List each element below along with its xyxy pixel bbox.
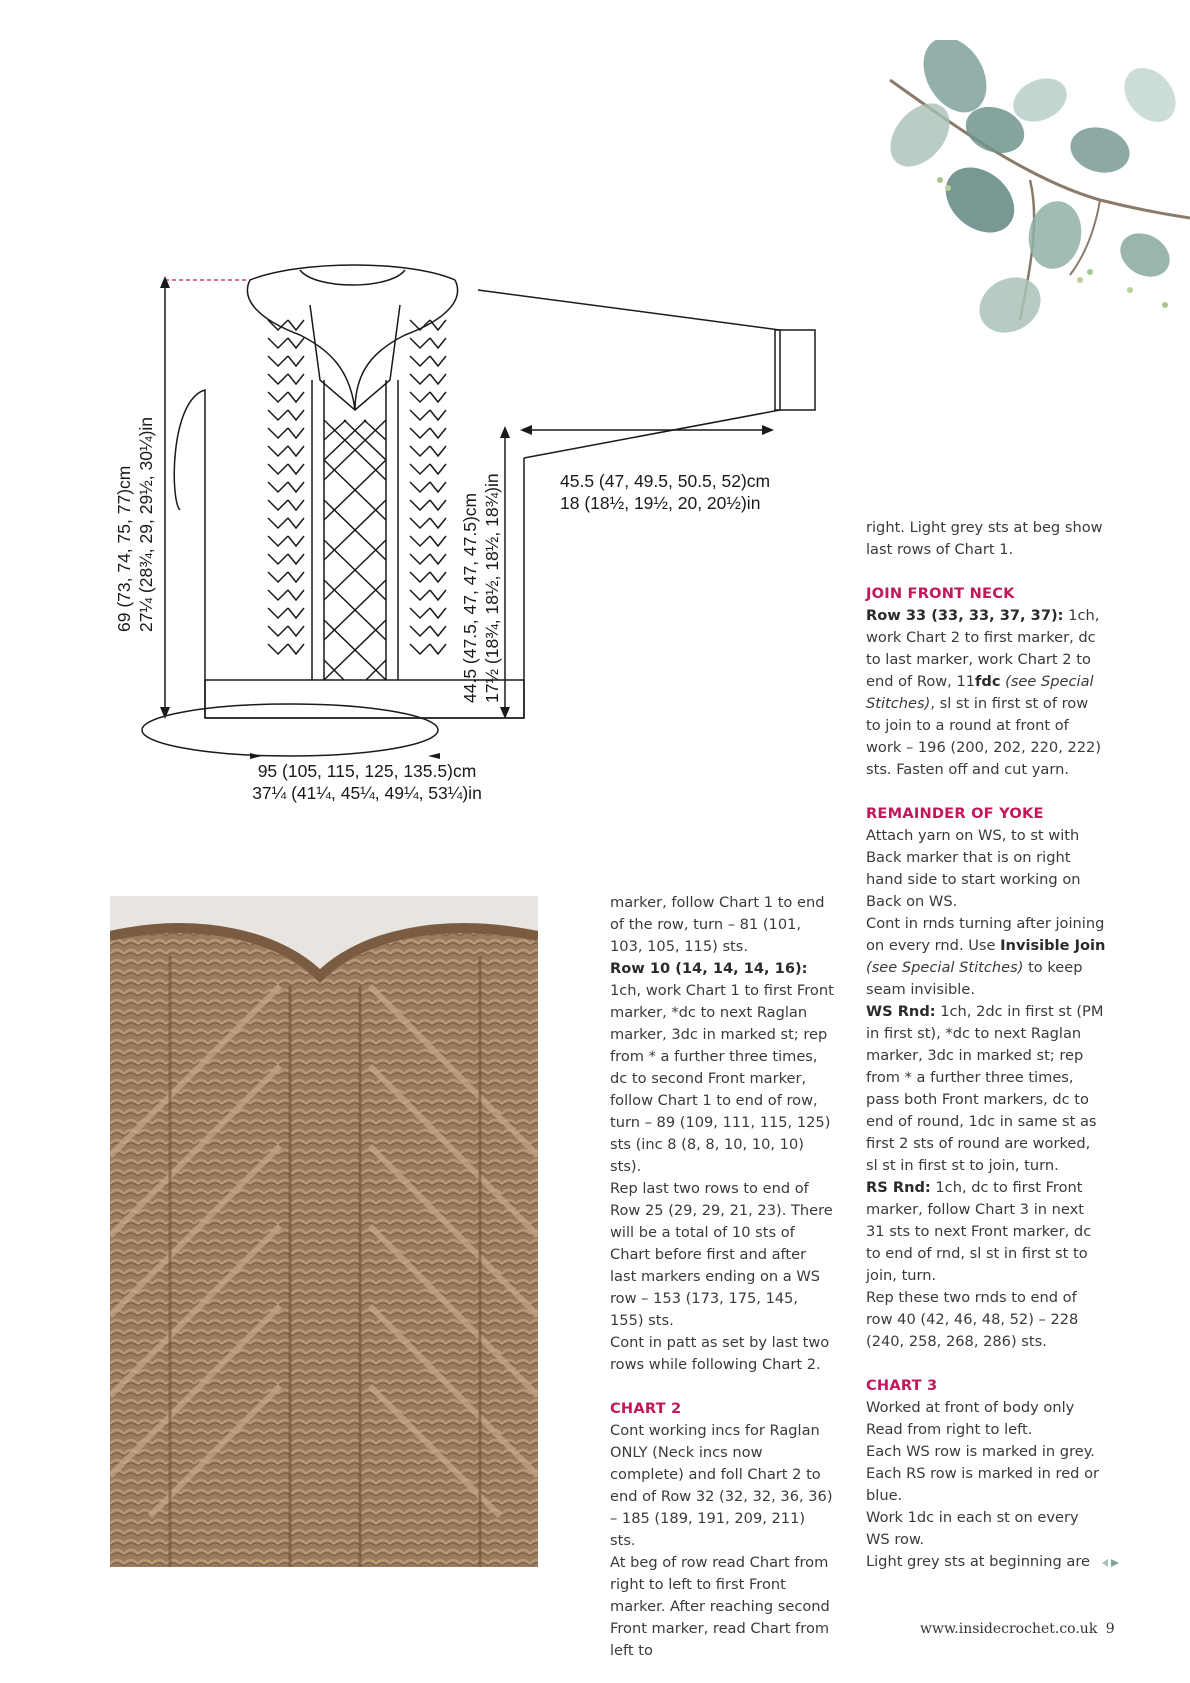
page-footer: [920, 1621, 1115, 1637]
sleeve-cm: 45.5 (47, 49.5, 50.5, 52)cm: [560, 471, 771, 491]
paragraph: Rep last two rows to end of Row 25 (29, 29, 21, 23). There will be a total of 10 sts of Chart before first and after last markers ending on a WS row – 153 (173, 175, 145, 155) sts.: [610, 1180, 833, 1329]
instructions-column-middle: [610, 892, 835, 1662]
paragraph: Cont in patt as set by last two rows while following Chart 2.: [610, 1334, 830, 1373]
paragraph: WS Rnd: 1ch, 2dc in first st (PM in first st), *dc to next Raglan marker, 3dc in marked st; rep from * a further three times, pass both Front markers, dc to end of round, 1dc in same st as first 2 sts of round are worked, sl st in first st to join, turn.: [866, 1003, 1104, 1174]
side-cm: 44.5 (47.5, 47, 47, 47.5)cm: [460, 492, 480, 703]
section-heading-chart-2: CHART 2: [610, 1400, 682, 1417]
continue-arrow-icon: [1100, 1556, 1122, 1570]
paragraph: right. Light grey sts at beg show last rows of Chart 1.: [866, 519, 1103, 558]
eucalyptus-illustration: [880, 40, 1190, 360]
length-cm: 69 (73, 74, 75, 77)cm: [114, 465, 134, 632]
paragraph: Work 1dc in each st on every WS row.: [866, 1509, 1079, 1548]
paragraph: At beg of row read Chart from right to left to first Front marker. After reaching second Front marker, read Chart from left to: [610, 1554, 830, 1659]
paragraph: Each RS row is marked in red or blue.: [866, 1465, 1100, 1504]
section-heading-chart-3: CHART 3: [866, 1377, 938, 1394]
paragraph: Attach yarn on WS, to st with Back marker that is on right hand side to start working on Back on WS.: [866, 827, 1081, 910]
section-heading-join-front-neck: JOIN FRONT NECK: [866, 585, 1015, 602]
side-measurement-label: [459, 443, 503, 703]
paragraph: RS Rnd: 1ch, dc to first Front marker, follow Chart 3 in next 31 sts to next Front marker, dc to end of rnd, sl st in first st to join, turn.: [866, 1179, 1092, 1284]
paragraph: Cont working incs for Raglan ONLY (Neck incs now complete) and foll Chart 2 to end of Row 32 (32, 32, 36, 36) – 185 (189, 191, 209, 211) sts.: [610, 1422, 833, 1549]
paragraph: Worked at front of body only: [866, 1399, 1075, 1416]
crochet-sweater-photo: [110, 896, 538, 1567]
paragraph: Rep these two rnds to end of row 40 (42, 46, 48, 52) – 228 (240, 258, 268, 286) sts.: [866, 1289, 1079, 1350]
paragraph: marker, follow Chart 1 to end of the row, turn – 81 (101, 103, 105, 115) sts.: [610, 894, 825, 955]
paragraph: Each WS row is marked in grey.: [866, 1443, 1095, 1460]
sleeve-measurement-label: [560, 470, 770, 514]
side-in: 17½ (18¾, 18½, 18½, 18¾)in: [482, 473, 502, 703]
paragraph: Row 33 (33, 33, 37, 37): 1ch, work Chart 2 to first marker, dc to last marker, work Chart 2 to end of Row, 11fdc (see Special Stitches), sl st in first st of row to join to a round at front of work – 196 (200, 202, 220, 222) sts. Fasten off and cut yarn.: [866, 607, 1102, 778]
length-in: 27¼ (28¾, 29, 29½, 30¼)in: [136, 416, 156, 632]
sleeve-in: 18 (18½, 19½, 20, 20½)in: [560, 493, 761, 513]
chest-cm: 95 (105, 115, 125, 135.5)cm: [257, 761, 477, 781]
length-measurement-label: [113, 372, 157, 632]
paragraph: Light grey sts at beginning are: [866, 1553, 1090, 1570]
website-url: www.insidecrochet.co.uk: [920, 1621, 1098, 1637]
instructions-column-right: [866, 517, 1106, 1573]
paragraph: Row 10 (14, 14, 14, 16): 1ch, work Chart 1 to first Front marker, *dc to next Raglan marker, 3dc in marked st; rep from * a further three times, dc to second Front marker, follow Chart 1 to end of row, turn – 89 (109, 111, 115, 125) sts (inc 8 (8, 8, 10, 10, 10) sts).: [610, 960, 834, 1175]
paragraph: Read from right to left.: [866, 1421, 1033, 1438]
page-number: 9: [1105, 1621, 1115, 1637]
chest-in: 37¼ (41¼, 45¼, 49¼, 53¼)in: [252, 783, 482, 803]
paragraph: Cont in rnds turning after joining on every rnd. Use Invisible Join (see Special Stitches) to keep seam invisible.: [866, 915, 1106, 998]
chest-measurement-label: [222, 760, 512, 804]
section-heading-remainder-of-yoke: REMAINDER OF YOKE: [866, 805, 1044, 822]
